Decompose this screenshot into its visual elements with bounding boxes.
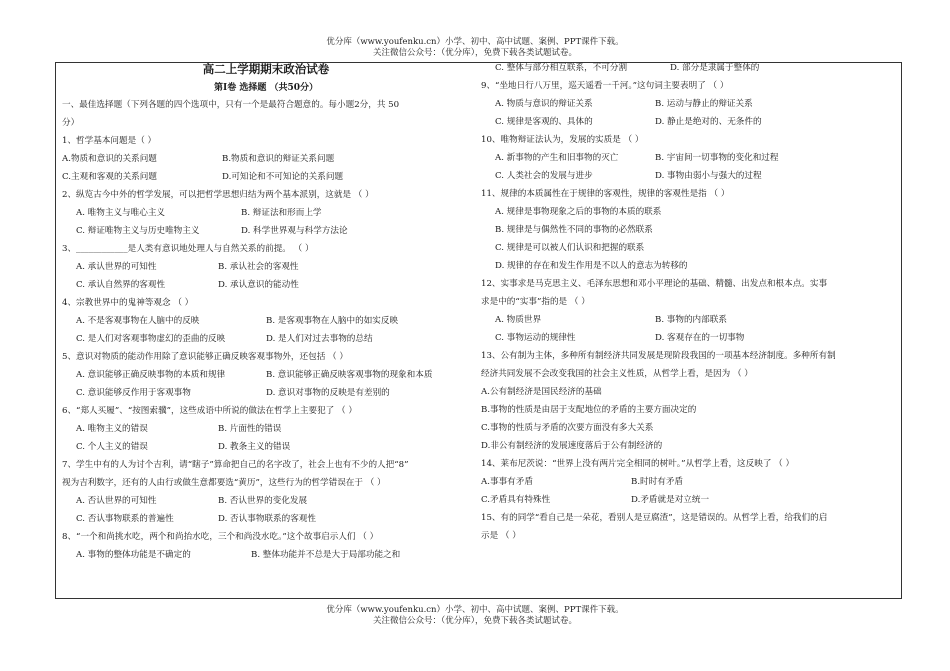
q9-option-a: A. 物质与意识的辩证关系 (495, 99, 593, 109)
instruction-line-1: 一、最佳选择题（下列各题的四个选项中，只有一个是最符合题意的。每小题2分，共 50 (62, 100, 400, 110)
question-5: 5、意识对物质的能动作用除了意识能够正确反映客观事物外，还包括 （ ） (62, 352, 348, 362)
section-title: 第Ⅰ卷 选择题 （共50分） (213, 83, 318, 93)
q3-option-b: B. 承认社会的客观性 (218, 262, 299, 272)
q14-option-d: D.矛盾就是对立统一 (631, 495, 710, 505)
left-column (62, 62, 470, 567)
q12-option-d: D. 客观存在的一切事物 (655, 333, 745, 343)
q2-option-d: D. 科学世界观与科学方法论 (241, 226, 348, 236)
header-line-1: 优分库（www.youfenku.cn）小学、初中、高中试题、案例、PPT课件下载。 (326, 37, 624, 47)
footer-line-2: 关注微信公众号：（优分库），免费下载各类试题试卷。 (372, 616, 577, 626)
question-10: 10、唯物辩证法认为，发展的实质是 （ ） (481, 135, 644, 145)
q10-option-b: B. 宇宙间一切事物的变化和过程 (655, 153, 779, 163)
question-7-line-2: 视为吉利数字，还有的人由行或做生意都要选“黄历”，这些行为的哲学错误在于 （ ） (62, 478, 386, 488)
q9-option-c: C. 规律是客观的、具体的 (495, 117, 593, 127)
q7-option-b: B. 否认世界的变化发展 (218, 496, 308, 506)
q3-option-d: D. 承认意识的能动性 (218, 280, 299, 290)
q11-option-a: A. 规律是事物现象之后的事物的本质的联系 (495, 207, 662, 217)
q11-option-b: B. 规律是与偶然性不同的事物的必然联系 (495, 225, 653, 235)
q6-option-b: B. 片面性的错误 (218, 424, 282, 434)
q4-option-b: B. 是客观事物在人脑中的如实反映 (266, 316, 399, 326)
q13-option-c: C.事物的性质与矛盾的次要方面没有多大关系 (481, 423, 654, 433)
q13-option-b: B.事物的性质是由居于支配地位的矛盾的主要方面决定的 (481, 405, 697, 415)
q8-option-a: A. 事物的整体功能是不确定的 (76, 550, 191, 560)
q13-option-a: A.公有制经济是国民经济的基础 (481, 387, 602, 397)
q6-option-a: A. 唯物主义的错误 (76, 424, 148, 434)
q12-option-b: B. 事物的内部联系 (655, 315, 727, 325)
q12-option-c: C. 事物运动的规律性 (495, 333, 576, 343)
right-column (481, 62, 889, 548)
q4-option-c: C. 是人们对客观事物虚幻的歪曲的反映 (76, 334, 226, 344)
q1-option-d: D.可知论和不可知论的关系问题 (222, 172, 344, 182)
footer-line-1: 优分库（www.youfenku.cn）小学、初中、高中试题、案例、PPT课件下载。 (326, 605, 624, 615)
q5-option-b: B. 意识能够正确反映客观事物的现象和本质 (266, 370, 433, 380)
q7-option-c: C. 否认事物联系的普遍性 (76, 514, 174, 524)
question-9: 9、“坐地日行八万里，巡天遥看一千河。”这句词主要表明了 （ ） (481, 81, 729, 91)
question-12-line-2: 求是中的“实事”指的是 （ ） (481, 297, 590, 307)
q2-option-c: C. 辩证唯物主义与历史唯物主义 (76, 226, 200, 236)
q8-option-c: C. 整体与部分相互联系，不可分割 (495, 63, 628, 73)
q10-option-a: A. 新事物的产生和旧事物的灭亡 (495, 153, 619, 163)
q12-option-a: A. 物质世界 (495, 315, 542, 325)
q4-option-d: D. 是人们对过去事物的总结 (266, 334, 373, 344)
q7-option-d: D. 否认事物联系的客观性 (218, 514, 316, 524)
question-15-line-2: 示是 （ ） (481, 531, 521, 541)
q14-option-a: A.事事有矛盾 (481, 477, 533, 487)
q13-option-d: D.非公有制经济的发展速度落后于公有制经济的 (481, 441, 663, 451)
q9-option-d: D. 静止是绝对的、无条件的 (655, 117, 762, 127)
question-13-line-2: 经济共同发展不会改变我国的社会主义性质，从哲学上看，是因为 （ ） (481, 369, 753, 379)
q1-option-a: A.物质和意识的关系问题 (62, 154, 157, 164)
q5-option-d: D. 意识对事物的反映是有差别的 (266, 388, 390, 398)
q9-option-b: B. 运动与静止的辩证关系 (655, 99, 753, 109)
question-4: 4、宗教世界中的鬼神等观念 （ ） (62, 298, 194, 308)
q4-option-a: A. 不是客观事物在人脑中的反映 (76, 316, 200, 326)
page-footer (0, 605, 950, 627)
q7-option-a: A. 否认世界的可知性 (76, 496, 157, 506)
q14-option-b: B.时时有矛盾 (631, 477, 684, 487)
q6-option-c: C. 个人主义的错误 (76, 442, 148, 452)
question-7-line-1: 7、学生中有的人为讨个吉利，请“瞎子”算命把自己的名字改了，社会上也有不少的人把“8” (62, 460, 409, 470)
page-header (0, 37, 950, 59)
question-12-line-1: 12、实事求是马克思主义、毛泽东思想和邓小平理论的基础、精髓、出发点和根本点。实事 (481, 279, 828, 289)
exam-title: 高二上学期期末政治试卷 (202, 62, 330, 76)
question-3: 3、____________是人类有意识地处理人与自然关系的前提。 （ ） (62, 244, 314, 254)
q8-option-b: B. 整体功能并不总是大于局部功能之和 (251, 550, 401, 560)
question-13-line-1: 13、公有制为主体，多种所有制经济共同发展是现阶段我国的一项基本经济制度。多种所有制 (481, 351, 836, 361)
q10-option-c: C. 人类社会的发展与进步 (495, 171, 593, 181)
q5-option-c: C. 意识能够反作用于客观事物 (76, 388, 191, 398)
instruction-line-2: 分） (62, 118, 80, 128)
q10-option-d: D. 事物由弱小与强大的过程 (655, 171, 762, 181)
q5-option-a: A. 意识能够正确反映事物的本质和规律 (76, 370, 226, 380)
q3-option-c: C. 承认自然界的客观性 (76, 280, 166, 290)
question-1: 1、哲学基本问题是（ ） (62, 136, 157, 146)
question-2: 2、纵览古今中外的哲学发展，可以把哲学思想归结为两个基本派别，这就是 （ ） (62, 190, 374, 200)
q6-option-d: D. 教条主义的错误 (218, 442, 291, 452)
q1-option-c: C.主观和客观的关系问题 (62, 172, 157, 182)
q2-option-b: B. 辩证法和形而上学 (241, 208, 322, 218)
header-line-2: 关注微信公众号：（优分库），免费下载各类试题试卷。 (372, 48, 577, 58)
question-14: 14、莱布尼茨说：“世界上没有两片完全相同的树叶。”从哲学上看，这反映了 （ ） (481, 459, 795, 469)
q3-option-a: A. 承认世界的可知性 (76, 262, 157, 272)
q11-option-d: D. 规律的存在和发生作用是不以人的意志为转移的 (495, 261, 688, 271)
question-8: 8、“一个和尚挑水吃，两个和尚抬水吃，三个和尚没水吃。”这个故事启示人们 （ ） (62, 532, 379, 542)
q1-option-b: B.物质和意识的辩证关系问题 (222, 154, 335, 164)
q14-option-c: C.矛盾具有特殊性 (481, 495, 551, 505)
question-6: 6、“郑人买履”、“按图索骥”，这些成语中所说的做法在哲学上主要犯了 （ ） (62, 406, 357, 416)
question-15-line-1: 15、有的同学“看自己是一朵花，看别人是豆腐渣”，这是错误的。从哲学上看，给我们的启 (481, 513, 828, 523)
question-11: 11、规律的本质属性在于规律的客观性，规律的客观性是指 （ ） (481, 189, 730, 199)
q8-option-d: D. 部分是隶属于整体的 (670, 63, 760, 73)
q2-option-a: A. 唯物主义与唯心主义 (76, 208, 166, 218)
q11-option-c: C. 规律是可以被人们认识和把握的联系 (495, 243, 645, 253)
